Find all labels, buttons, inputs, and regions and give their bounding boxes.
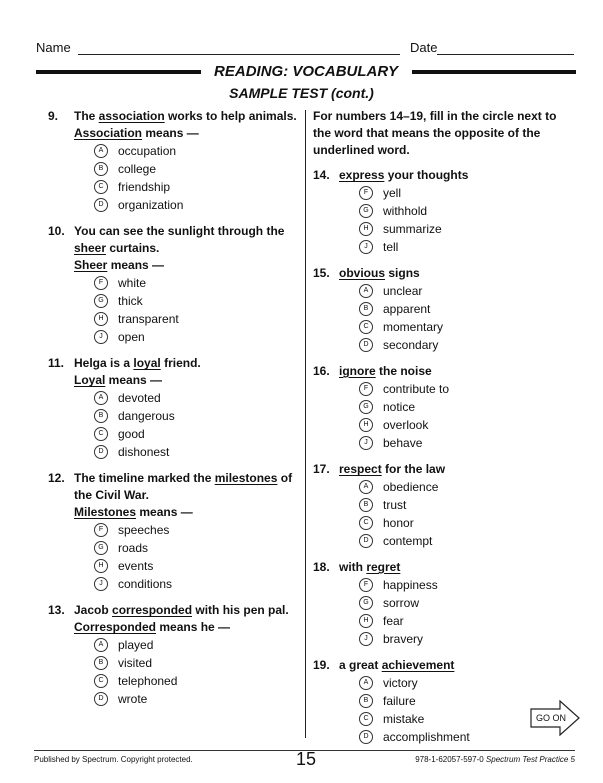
answer-bubble[interactable]: J — [359, 240, 373, 254]
stem-text: the noise — [375, 364, 432, 378]
answer-label: played — [118, 637, 154, 652]
answer-bubble[interactable]: B — [359, 694, 373, 708]
page-title: READING: VOCABULARY — [214, 63, 398, 80]
question-number: 14. — [313, 168, 330, 182]
stem-text: a great — [339, 658, 382, 672]
stem-underlined-word: regret — [366, 560, 401, 574]
answer-option[interactable] — [94, 292, 298, 310]
question-text — [339, 167, 568, 184]
answer-bubble[interactable]: G — [359, 204, 373, 218]
answer-option[interactable] — [94, 328, 298, 346]
answer-bubble[interactable]: D — [359, 534, 373, 548]
answer-label: white — [118, 275, 147, 290]
question-prompt — [74, 504, 298, 521]
question-text — [339, 265, 568, 282]
prompt-underlined-word: Association — [74, 126, 143, 140]
answer-label: open — [118, 329, 145, 344]
answer-option[interactable] — [359, 238, 568, 256]
answer-bubble[interactable]: D — [359, 730, 373, 744]
answer-bubble[interactable]: D — [94, 198, 108, 212]
answer-label: speeches — [118, 522, 170, 537]
title-bar — [36, 64, 576, 80]
question-number: 16. — [313, 364, 330, 378]
answer-option[interactable] — [359, 674, 568, 692]
answer-label: apparent — [383, 301, 431, 316]
question-text — [74, 108, 298, 125]
answer-label: occupation — [118, 143, 177, 158]
answer-bubble[interactable]: D — [94, 692, 108, 706]
question-item — [48, 108, 298, 214]
answer-label: college — [118, 161, 157, 176]
answer-option[interactable] — [359, 318, 568, 336]
answer-option[interactable] — [359, 434, 568, 452]
answer-label: trust — [383, 497, 407, 512]
answer-option[interactable] — [94, 196, 298, 214]
question-prompt — [74, 257, 298, 274]
answer-option[interactable] — [359, 532, 568, 550]
answer-label: wrote — [118, 691, 148, 706]
answer-label: summarize — [383, 221, 442, 236]
answer-bubble[interactable]: F — [359, 578, 373, 592]
answer-label: events — [118, 558, 154, 573]
page-number: 15 — [296, 749, 317, 769]
question-number: 11. — [48, 356, 65, 370]
answer-bubble[interactable]: G — [94, 294, 108, 308]
question-stem — [48, 470, 298, 504]
question-item — [313, 265, 568, 354]
answer-option[interactable] — [94, 310, 298, 328]
answer-bubble[interactable]: A — [359, 676, 373, 690]
answer-label: unclear — [383, 283, 423, 298]
book-title: Spectrum Test Practice 5 — [485, 755, 575, 764]
question-stem — [313, 461, 568, 478]
name-field[interactable] — [36, 40, 400, 55]
answer-label: dangerous — [118, 408, 175, 423]
answer-bubble[interactable]: J — [359, 632, 373, 646]
question-text — [339, 657, 568, 674]
right-questions — [313, 167, 568, 746]
answer-option[interactable] — [359, 380, 568, 398]
answer-option[interactable] — [359, 478, 568, 496]
answer-bubble[interactable]: A — [359, 284, 373, 298]
answer-bubble[interactable]: F — [94, 523, 108, 537]
answer-label: roads — [118, 540, 149, 555]
question-text — [74, 355, 298, 372]
question-number: 18. — [313, 560, 330, 574]
question-number: 12. — [48, 471, 65, 485]
answer-bubble[interactable]: H — [94, 559, 108, 573]
answer-bubble[interactable]: B — [359, 302, 373, 316]
stem-text: signs — [385, 266, 420, 280]
answer-bubble[interactable]: D — [359, 338, 373, 352]
answer-option[interactable] — [359, 282, 568, 300]
answer-label: devoted — [118, 390, 161, 405]
answer-label: overlook — [383, 417, 429, 432]
stem-text: with — [339, 560, 367, 574]
prompt-underlined-word: Milestones — [74, 505, 137, 519]
question-stem — [313, 265, 568, 282]
answer-label: behave — [383, 435, 423, 450]
date-blank[interactable] — [437, 42, 574, 55]
prompt-text: means he — — [156, 620, 231, 634]
question-stem — [48, 108, 298, 125]
go-on-arrow[interactable] — [530, 700, 580, 736]
answer-label: conditions — [118, 576, 173, 591]
answer-label: contribute to — [383, 381, 450, 396]
answer-option[interactable] — [94, 575, 298, 593]
answer-label: mistake — [383, 711, 425, 726]
question-prompt — [74, 125, 298, 142]
right-column — [313, 108, 568, 755]
question-stem — [48, 355, 298, 372]
answer-option[interactable] — [94, 160, 298, 178]
answer-option[interactable] — [94, 407, 298, 425]
answer-option[interactable] — [94, 636, 298, 654]
answer-option[interactable] — [359, 220, 568, 238]
answer-bubble[interactable]: G — [359, 400, 373, 414]
stem-underlined-word: milestones — [214, 471, 278, 485]
stem-underlined-word: achievement — [381, 658, 455, 672]
answer-bubble[interactable]: A — [94, 638, 108, 652]
stem-text: for the law — [381, 462, 446, 476]
answer-label: dishonest — [118, 444, 170, 459]
answer-label: tell — [383, 239, 399, 254]
answer-option[interactable] — [94, 521, 298, 539]
answer-option[interactable] — [94, 654, 298, 672]
answer-bubble[interactable]: J — [359, 436, 373, 450]
stem-text: works to help animals. — [164, 109, 297, 123]
answer-label: visited — [118, 655, 153, 670]
answer-option[interactable] — [359, 398, 568, 416]
question-item — [48, 355, 298, 461]
answer-bubble[interactable]: H — [359, 614, 373, 628]
page-footer — [34, 750, 575, 780]
answer-bubble[interactable]: G — [359, 596, 373, 610]
answer-label: obedience — [383, 479, 439, 494]
answer-label: victory — [383, 675, 418, 690]
question-stem — [313, 363, 568, 380]
question-stem — [313, 559, 568, 576]
prompt-text: means — — [105, 373, 163, 387]
answer-bubble[interactable]: F — [359, 186, 373, 200]
prompt-text: means — — [136, 505, 193, 519]
answer-bubble[interactable]: A — [359, 480, 373, 494]
question-item — [313, 461, 568, 550]
answer-bubble[interactable]: C — [94, 427, 108, 441]
answer-option[interactable] — [359, 184, 568, 202]
question-text — [339, 363, 568, 380]
question-item — [313, 167, 568, 256]
stem-text: The — [74, 109, 99, 123]
publisher-note: Published by Spectrum. Copyright protected. — [34, 755, 193, 764]
answer-bubble[interactable]: H — [94, 312, 108, 326]
answer-option[interactable] — [94, 557, 298, 575]
directions-text: For numbers 14–19, fill in the circle next to the word that means the opposite of the underlined word. — [313, 109, 557, 157]
stem-underlined-word: sheer — [74, 241, 107, 255]
answer-bubble[interactable]: H — [359, 418, 373, 432]
date-label: Date — [410, 40, 438, 55]
answer-bubble[interactable]: C — [359, 320, 373, 334]
answer-option[interactable] — [359, 594, 568, 612]
answer-bubble[interactable]: G — [94, 541, 108, 555]
answer-option[interactable] — [359, 416, 568, 434]
name-label: Name — [36, 40, 71, 55]
answer-bubble[interactable]: F — [359, 382, 373, 396]
stem-text: You can see the sunlight through the — [74, 224, 285, 238]
stem-underlined-word: respect — [339, 462, 382, 476]
question-text — [339, 461, 568, 478]
answer-bubble[interactable]: F — [94, 276, 108, 290]
answer-option[interactable] — [94, 443, 298, 461]
answer-bubble[interactable]: A — [94, 144, 108, 158]
question-stem — [48, 602, 298, 619]
answer-label: friendship — [118, 179, 171, 194]
question-number: 13. — [48, 603, 65, 617]
question-text — [74, 223, 298, 257]
question-prompt — [74, 619, 298, 636]
question-stem — [313, 657, 568, 674]
stem-text: curtains. — [106, 241, 160, 255]
prompt-text: means — — [107, 258, 165, 272]
answer-label: secondary — [383, 337, 439, 352]
answer-bubble[interactable]: B — [359, 498, 373, 512]
prompt-text: means — — [142, 126, 199, 140]
answer-option[interactable] — [359, 336, 568, 354]
answer-option[interactable] — [94, 539, 298, 557]
answer-option[interactable] — [359, 630, 568, 648]
left-column — [48, 108, 298, 717]
answer-option[interactable] — [94, 389, 298, 407]
answer-label: failure — [383, 693, 416, 708]
question-stem — [48, 223, 298, 257]
question-number: 19. — [313, 658, 330, 672]
answer-bubble[interactable]: D — [94, 445, 108, 459]
stem-text: Helga is a — [74, 356, 134, 370]
answer-bubble[interactable]: C — [359, 516, 373, 530]
stem-text: your thoughts — [384, 168, 469, 182]
question-text — [74, 602, 298, 619]
question-item — [313, 363, 568, 452]
answer-bubble[interactable]: C — [359, 712, 373, 726]
prompt-underlined-word: Sheer — [74, 258, 108, 272]
answer-label: contempt — [383, 533, 433, 548]
answer-bubble[interactable]: B — [94, 162, 108, 176]
answer-option[interactable] — [94, 425, 298, 443]
stem-text: friend. — [160, 356, 201, 370]
answer-label: honor — [383, 515, 414, 530]
answer-label: momentary — [383, 319, 444, 334]
question-number: 9. — [48, 109, 59, 123]
question-item — [48, 223, 298, 346]
isbn: 978-1-62057-597-0 — [415, 755, 484, 764]
stem-underlined-word: association — [98, 109, 165, 123]
answer-option[interactable] — [94, 672, 298, 690]
question-item — [313, 559, 568, 648]
answer-label: yell — [383, 185, 402, 200]
answer-label: bravery — [383, 631, 424, 646]
stem-underlined-word: corresponded — [112, 603, 193, 617]
answer-label: notice — [383, 399, 416, 414]
name-blank[interactable] — [78, 42, 400, 55]
stem-text: The timeline marked the — [74, 471, 215, 485]
answer-label: fear — [383, 613, 404, 628]
answer-option[interactable] — [94, 690, 298, 708]
answer-bubble[interactable]: J — [94, 330, 108, 344]
answer-option[interactable] — [359, 612, 568, 630]
book-info — [415, 755, 575, 764]
page-subtitle: SAMPLE TEST (cont.) — [229, 85, 374, 101]
question-item — [48, 470, 298, 593]
question-item — [48, 602, 298, 708]
answer-option[interactable] — [94, 274, 298, 292]
stem-text: Jacob — [74, 603, 113, 617]
prompt-underlined-word: Corresponded — [74, 620, 157, 634]
answer-label: sorrow — [383, 595, 420, 610]
answer-bubble[interactable]: J — [94, 577, 108, 591]
question-number: 10. — [48, 224, 65, 238]
answer-label: organization — [118, 197, 184, 212]
answer-option[interactable] — [359, 576, 568, 594]
answer-label: thick — [118, 293, 143, 308]
answer-option[interactable] — [359, 496, 568, 514]
question-number: 15. — [313, 266, 330, 280]
answer-label: transparent — [118, 311, 179, 326]
question-prompt — [74, 372, 298, 389]
date-field[interactable] — [410, 40, 574, 55]
answer-option[interactable] — [359, 300, 568, 318]
stem-text: of the Civil War. — [74, 471, 293, 502]
answer-bubble[interactable]: A — [94, 391, 108, 405]
stem-underlined-word: express — [339, 168, 385, 182]
stem-text: with his pen pal. — [192, 603, 289, 617]
answer-label: happiness — [383, 577, 438, 592]
answer-bubble[interactable]: B — [94, 409, 108, 423]
answer-bubble[interactable]: C — [94, 180, 108, 194]
stem-underlined-word: ignore — [339, 364, 376, 378]
go-on-label: GO ON — [536, 713, 567, 723]
answer-bubble[interactable]: H — [359, 222, 373, 236]
answer-bubble[interactable]: B — [94, 656, 108, 670]
answer-label: withhold — [383, 203, 428, 218]
answer-label: good — [118, 426, 145, 441]
stem-underlined-word: obvious — [339, 266, 386, 280]
answer-label: telephoned — [118, 673, 178, 688]
answer-option[interactable] — [359, 514, 568, 532]
question-number: 17. — [313, 462, 330, 476]
column-divider — [305, 110, 306, 738]
answer-option[interactable] — [94, 178, 298, 196]
stem-underlined-word: loyal — [133, 356, 161, 370]
prompt-underlined-word: Loyal — [74, 373, 106, 387]
question-text — [339, 559, 568, 576]
answer-option[interactable] — [94, 142, 298, 160]
answer-label: accomplishment — [383, 729, 470, 744]
answer-option[interactable] — [359, 202, 568, 220]
question-stem — [313, 167, 568, 184]
question-text — [74, 470, 298, 504]
answer-bubble[interactable]: C — [94, 674, 108, 688]
